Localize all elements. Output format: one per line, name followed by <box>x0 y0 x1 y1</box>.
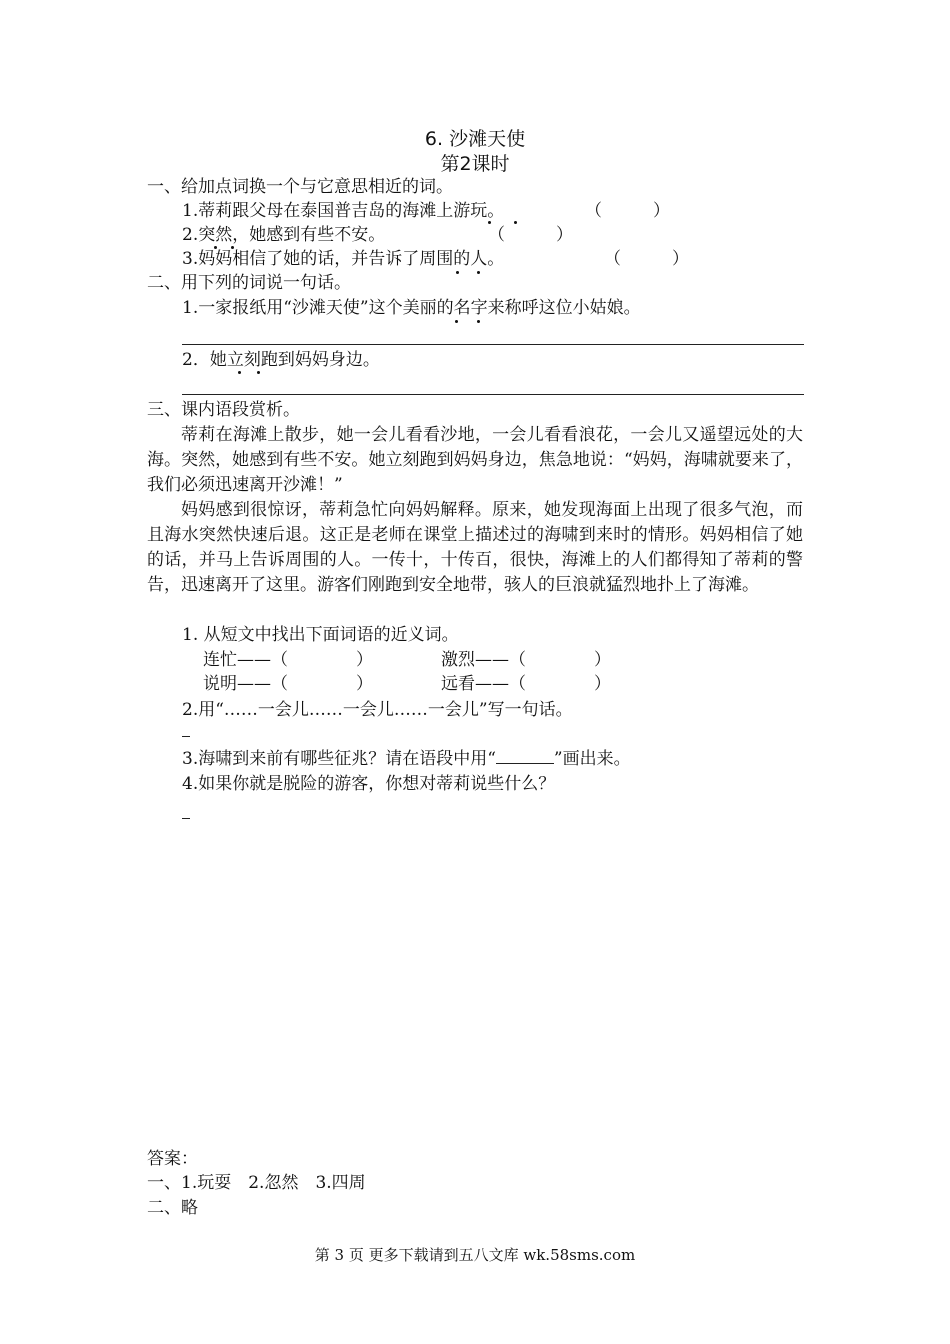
question-1: 1. 从短文中找出下面词语的近义词。 <box>182 625 459 645</box>
emphasis-dot <box>477 320 480 323</box>
answer-line[interactable] <box>182 394 804 395</box>
page-title: 6. 沙滩天使 <box>424 128 526 150</box>
section-2-item-2: 2．她立刻跑到妈妈身边。 <box>182 350 380 370</box>
section-1-item-1: 1.蒂莉跟父母在泰国普吉岛的海滩上游玩。 <box>182 201 505 221</box>
section-1-answer-paren-1: （ ） <box>585 201 670 221</box>
section-2-item-1: 1.一家报纸用“沙滩天使”这个美丽的名字来称呼这位小姑娘。 <box>182 298 641 318</box>
underline-sample <box>496 749 554 764</box>
page-footer: 第 3 页 更多下载请到五八文库 wk.58sms.com <box>314 1246 636 1264</box>
synonym-item: 远看——（ ） <box>441 674 611 694</box>
emphasis-dot <box>488 221 491 224</box>
section-1-heading: 一、给加点词换一个与它意思相近的词。 <box>147 177 453 197</box>
section-1-item-3: 3.妈妈相信了她的话，并告诉了周围的人。 <box>182 249 505 269</box>
synonym-item: 说明——（ ） <box>203 674 373 694</box>
section-3-heading: 三、课内语段赏析。 <box>147 400 300 420</box>
synonym-item: 激烈——（ ） <box>441 650 611 670</box>
question-4: 4.如果你就是脱险的游客，你想对蒂莉说些什么？ <box>182 774 556 794</box>
emphasis-dot <box>455 320 458 323</box>
answer-blank[interactable] <box>182 736 190 737</box>
answers-line-1: 一、1.玩耍 2.忽然 3.四周 <box>147 1173 366 1193</box>
answers-heading: 答案： <box>147 1149 198 1169</box>
answer-line[interactable] <box>182 344 804 345</box>
passage-paragraph-1: 蒂莉在海滩上散步，她一会儿看看沙地，一会儿看看浪花，一会儿又遥望远处的大海。突然，她感到有些不安。她立刻跑到妈妈身边，焦急地说：“妈妈，海啸就要来了，我们必须迅速离开沙滩！” <box>147 425 803 495</box>
emphasis-dot <box>456 271 459 274</box>
emphasis-dot <box>257 371 260 374</box>
synonym-item: 连忙——（ ） <box>203 650 373 670</box>
emphasis-dot <box>231 246 234 249</box>
question-2: 2.用“……一会儿……一会儿……一会儿”写一句话。 <box>182 700 573 720</box>
emphasis-dot <box>514 221 517 224</box>
page-subtitle: 第2课时 <box>440 153 510 175</box>
section-1-item-2: 2.突然，她感到有些不安。 <box>182 225 386 245</box>
section-1-answer-paren-3: （ ） <box>604 249 689 269</box>
section-1-answer-paren-2: （ ） <box>488 225 573 245</box>
emphasis-dot <box>477 271 480 274</box>
passage-paragraph-2: 妈妈感到很惊讶，蒂莉急忙向妈妈解释。原来，她发现海面上出现了很多气泡，而且海水突然快速后退。这正是老师在课堂上描述过的海啸到来时的情形。妈妈相信了她的话，并马上告诉周围的人。一传十，十传百，很快，海滩上的人们都得知了蒂莉的警告，迅速离开了这里。游客们刚跑到安全地带，骇人的巨浪就猛烈地扑上了海滩。 <box>147 500 803 595</box>
question-3: 3.海啸到来前有哪些征兆？请在语段中用“ ”画出来。 <box>182 749 631 769</box>
emphasis-dot <box>238 371 241 374</box>
answer-blank[interactable] <box>182 818 190 819</box>
answers-line-2: 二、略 <box>147 1198 198 1218</box>
section-2-heading: 二、用下列的词说一句话。 <box>147 273 351 293</box>
emphasis-dot <box>214 246 217 249</box>
